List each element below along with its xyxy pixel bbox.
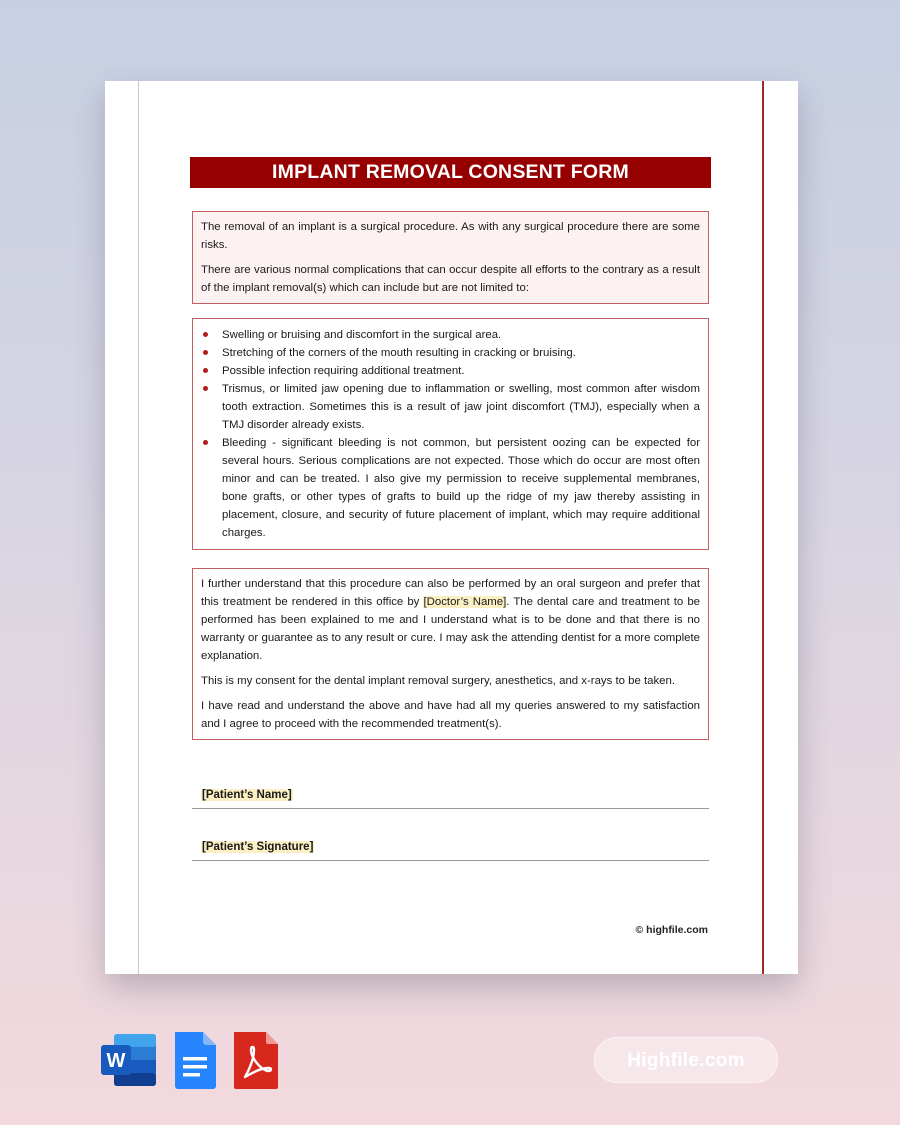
doctor-name-placeholder[interactable]: [Doctor’s Name] (423, 596, 507, 608)
form-title: IMPLANT REMOVAL CONSENT FORM (190, 157, 711, 188)
google-docs-icon[interactable] (172, 1030, 218, 1090)
consent-text: I further understand that this procedure can also be performed by an oral surgeon and prefer that this treatment be rendered in this office by (201, 578, 700, 608)
right-margin-rule (762, 81, 764, 974)
complications-list (222, 326, 700, 542)
consent-text: . The dental care and treatment to be performed has been explained to me and I understand what is to be done and that there is no warranty or guarantee as to any result or cure. I may ask the attending dentist for a more complete explanation. (201, 596, 700, 662)
list-item: Stretching of the corners of the mouth resulting in cracking or bruising. (222, 344, 700, 362)
intro-box (192, 211, 709, 304)
complications-box (192, 318, 709, 550)
list-item: Trismus, or limited jaw opening due to inflammation or swelling, most common after wisdom tooth extraction. Sometimes this is a result of jaw joint discomfort (TMJ), especially when a TMJ disorder already exists. (222, 380, 700, 434)
list-item: Swelling or bruising and discomfort in the surgical area. (222, 326, 700, 344)
left-margin-rule (138, 81, 139, 974)
consent-paragraph: I have read and understand the above and have had all my queries answered to my satisfaction and I agree to proceed with the recommended treatment(s). (201, 700, 700, 730)
list-item: Bleeding - significant bleeding is not common, but persistent oozing can be expected for several hours. Serious complications are not expected. Those which do occur are most often minor and can be treated. I also give my permission to receive supplemental membranes, bone grafts, or other types of grafts to build up the ridge of my jaw thereby assisting in placement, closure, and security of future placement of implant, which may require additional charges. (222, 434, 700, 542)
intro-paragraph: There are various normal complications that can occur despite all efforts to the contrary as a result of the implant removal(s) which can include but are not limited to: (201, 264, 700, 294)
pdf-icon[interactable] (232, 1030, 280, 1090)
patient-name-field[interactable] (192, 786, 709, 809)
copyright-text: © highfile.com (635, 924, 708, 936)
word-icon[interactable] (100, 1030, 158, 1090)
consent-box (192, 568, 709, 740)
patient-signature-field[interactable] (192, 838, 709, 861)
consent-paragraph (201, 575, 700, 665)
list-item: Possible infection requiring additional treatment. (222, 362, 700, 380)
brand-badge[interactable]: Highfile.com (594, 1037, 778, 1083)
document-page (105, 81, 798, 974)
patient-name-placeholder: [Patient’s Name] (202, 789, 292, 801)
intro-paragraph: The removal of an implant is a surgical procedure. As with any surgical procedure there are some risks. (201, 221, 700, 251)
consent-paragraph: This is my consent for the dental implant removal surgery, anesthetics, and x-rays to be taken. (201, 675, 675, 687)
patient-signature-placeholder: [Patient’s Signature] (202, 841, 314, 853)
svg-text:W: W (106, 1050, 126, 1072)
